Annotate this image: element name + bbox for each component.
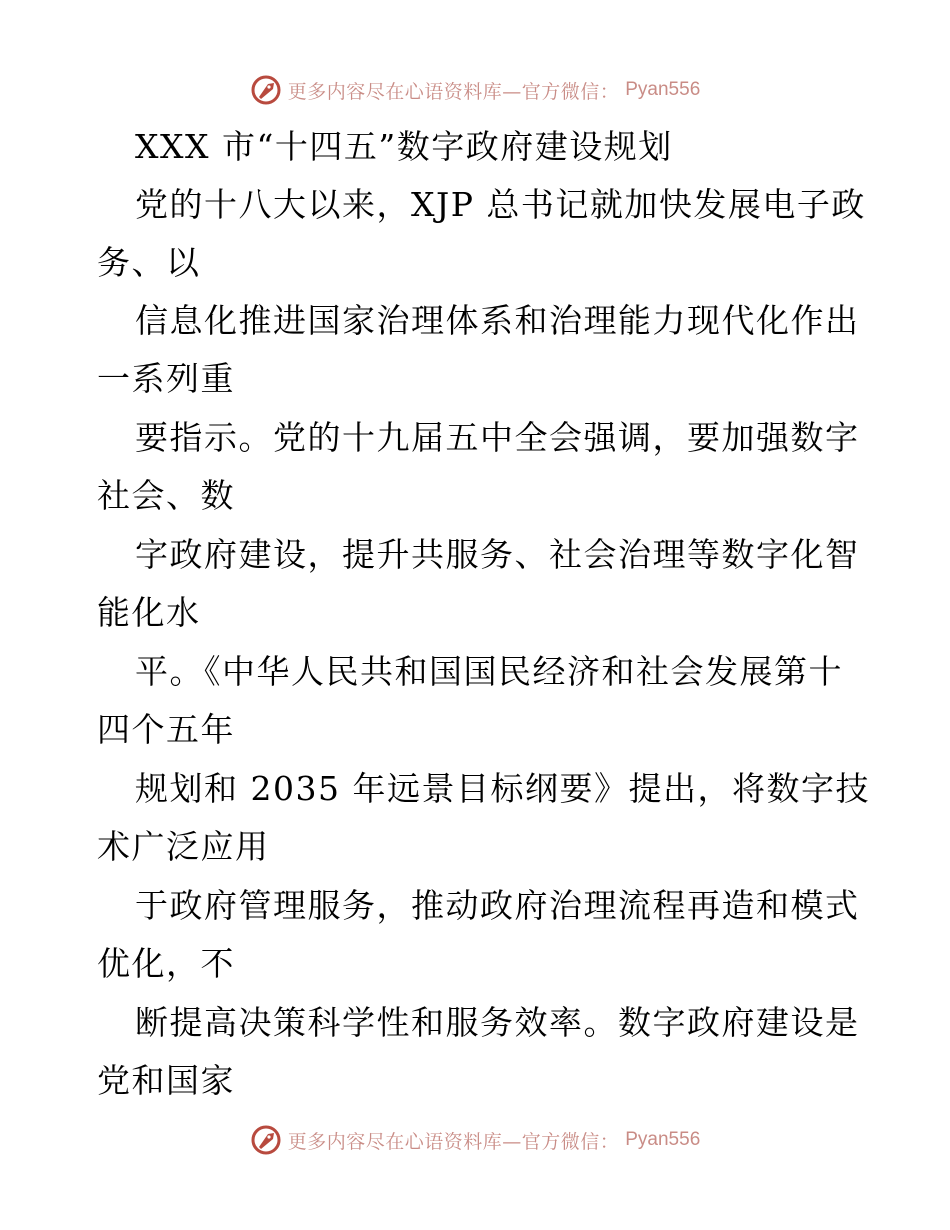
text-line: 术广泛应用 — [97, 827, 270, 866]
text-line: 平。《中华人民共和国国民经济和社会发展第十 — [135, 652, 843, 691]
banner-wechat-id: Pyan556 — [625, 1129, 701, 1150]
banner-text: 更多内容尽在心语资料库—官方微信： — [287, 1130, 620, 1153]
text-line: 于政府管理服务，推动政府治理流程再造和模式 — [135, 886, 860, 925]
text-line: 党的十八大以来，XJP 总书记就加快发展电子政 — [135, 185, 866, 224]
footer-watermark-banner — [0, 1120, 950, 1160]
text-line: 党和国家 — [97, 1061, 235, 1100]
text-line: 一系列重 — [97, 359, 235, 398]
text-line: 信息化推进国家治理体系和治理能力现代化作出 — [135, 301, 860, 340]
document-title: XXX 市“十四五”数字政府建设规划 — [135, 127, 673, 166]
text-line: 社会、数 — [97, 476, 235, 515]
text-line: 四个五年 — [97, 710, 235, 749]
text-line: 能化水 — [97, 593, 201, 632]
text-line: 断提高决策科学性和服务效率。数字政府建设是 — [135, 1003, 860, 1042]
text-line: 务、以 — [97, 243, 201, 282]
pen-nib-logo-icon — [250, 1124, 282, 1156]
banner-wechat-id: Pyan556 — [625, 79, 701, 100]
text-line: 字政府建设，提升共服务、社会治理等数字化智 — [135, 535, 860, 574]
banner-text: 更多内容尽在心语资料库—官方微信： — [287, 80, 620, 103]
text-line: 规划和 2035 年远景目标纲要》提出，将数字技 — [135, 769, 870, 808]
text-line: 要指示。党的十九届五中全会强调，要加强数字 — [135, 418, 860, 457]
text-line: 优化，不 — [97, 944, 235, 983]
